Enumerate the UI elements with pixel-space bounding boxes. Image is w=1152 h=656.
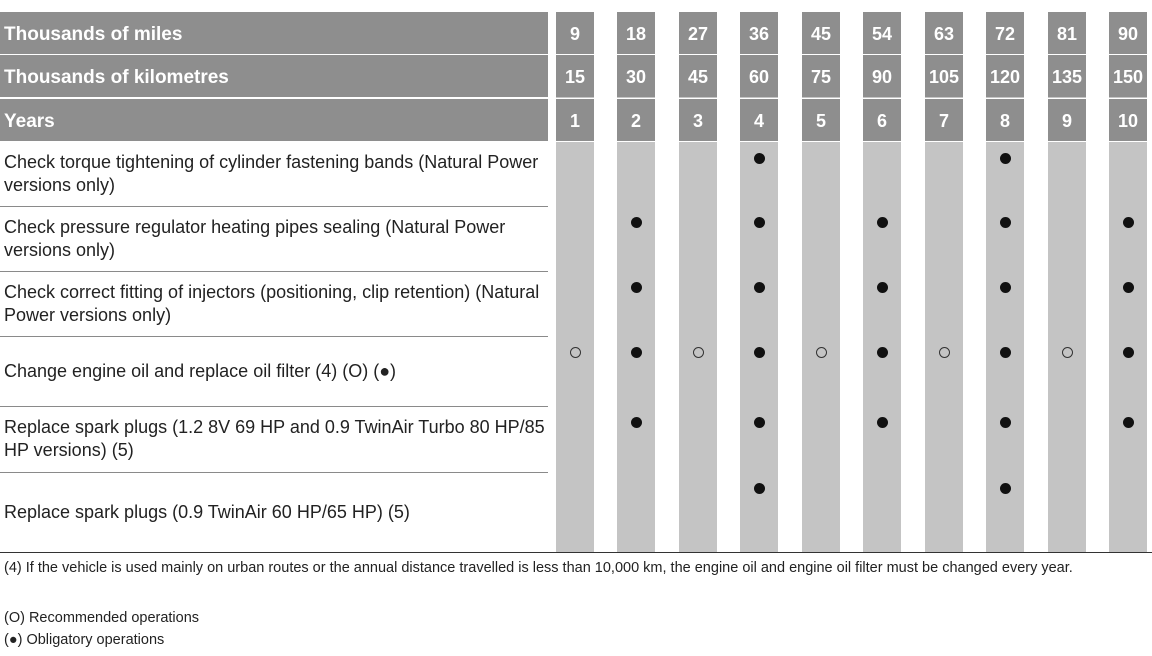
obligatory-operation-dot: [754, 153, 765, 164]
obligatory-operation-dot: [877, 217, 888, 228]
footnote-divider: [0, 552, 1152, 553]
header-value: 7: [938, 111, 949, 131]
header-value: 63: [933, 24, 955, 44]
header-separator: [0, 54, 1152, 55]
recommended-operation-ring: [939, 347, 950, 358]
obligatory-operation-dot: [877, 347, 888, 358]
header-value: 15: [564, 67, 586, 87]
header-value: 10: [1117, 111, 1139, 131]
obligatory-operation-dot: [1000, 217, 1011, 228]
header-value: 8: [999, 111, 1010, 131]
obligatory-operation-dot: [754, 217, 765, 228]
header-label: Thousands of kilometres: [4, 67, 229, 88]
obligatory-operation-dot: [877, 417, 888, 428]
obligatory-operation-dot: [1123, 282, 1134, 293]
footnote: (O) Recommended operations: [4, 610, 200, 626]
obligatory-operation-dot: [1000, 282, 1011, 293]
obligatory-operation-dot: [631, 282, 642, 293]
footnote: (4) If the vehicle is used mainly on urban routes or the annual distance travelled is less than 10,000 km, the engine oil and engine oil filter must be changed every year.: [4, 560, 1073, 576]
footnote: (●) Obligatory operations: [4, 632, 165, 648]
header-label: Years: [4, 111, 55, 132]
obligatory-operation-dot: [877, 282, 888, 293]
recommended-operation-ring: [570, 347, 581, 358]
obligatory-operation-dot: [631, 417, 642, 428]
header-value: 36: [748, 24, 770, 44]
operation-description: Replace spark plugs (1.2 8V 69 HP and 0.9 TwinAir Turbo 80 HP/85 HP versions) (5): [4, 417, 545, 460]
obligatory-operation-dot: [1123, 347, 1134, 358]
operation-description: Check pressure regulator heating pipes sealing (Natural Power versions only): [4, 216, 506, 260]
obligatory-operation-dot: [1000, 153, 1011, 164]
header-label: Thousands of miles: [4, 24, 183, 45]
header-value: 5: [815, 111, 826, 131]
obligatory-operation-dot: [1123, 417, 1134, 428]
header-value: 9: [1061, 111, 1072, 131]
recommended-operation-ring: [816, 347, 827, 358]
header-value: 135: [1051, 67, 1083, 87]
header-separator: [0, 98, 1152, 99]
header-value: 45: [810, 24, 832, 44]
header-value: 90: [871, 67, 893, 87]
header-value: 54: [871, 24, 893, 44]
header-value: 2: [630, 111, 641, 131]
obligatory-operation-dot: [1000, 483, 1011, 494]
obligatory-operation-dot: [754, 483, 765, 494]
header-value: 1: [569, 111, 580, 131]
obligatory-operation-dot: [1000, 417, 1011, 428]
operation-description: Check correct fitting of injectors (positioning, clip retention) (Natural Power versions only): [4, 281, 540, 325]
header-value: 90: [1117, 24, 1139, 44]
recommended-operation-ring: [693, 347, 704, 358]
header-value: 150: [1112, 67, 1144, 87]
operation-description: Check torque tightening of cylinder fastening bands (Natural Power versions only): [4, 152, 539, 195]
header-band: [0, 99, 548, 141]
obligatory-operation-dot: [631, 347, 642, 358]
header-value: 72: [994, 24, 1016, 44]
recommended-operation-ring: [1062, 347, 1073, 358]
header-value: 18: [625, 24, 647, 44]
header-value: 60: [748, 67, 770, 87]
header-value: 30: [625, 67, 647, 87]
obligatory-operation-dot: [1123, 217, 1134, 228]
header-value: 105: [928, 67, 960, 87]
header-value: 9: [569, 24, 580, 44]
header-value: 81: [1056, 24, 1078, 44]
operation-description: Replace spark plugs (0.9 TwinAir 60 HP/65 HP) (5): [4, 501, 410, 522]
header-value: 45: [687, 67, 709, 87]
header-value: 4: [753, 111, 764, 131]
obligatory-operation-dot: [1000, 347, 1011, 358]
obligatory-operation-dot: [754, 282, 765, 293]
obligatory-operation-dot: [754, 347, 765, 358]
obligatory-operation-dot: [631, 217, 642, 228]
header-value: 27: [687, 24, 709, 44]
obligatory-operation-dot: [754, 417, 765, 428]
header-value: 6: [876, 111, 887, 131]
header-value: 75: [810, 67, 832, 87]
operation-description: Change engine oil and replace oil filter (4) (O) (●): [4, 360, 397, 381]
header-value: 3: [692, 111, 703, 131]
header-value: 120: [989, 67, 1021, 87]
